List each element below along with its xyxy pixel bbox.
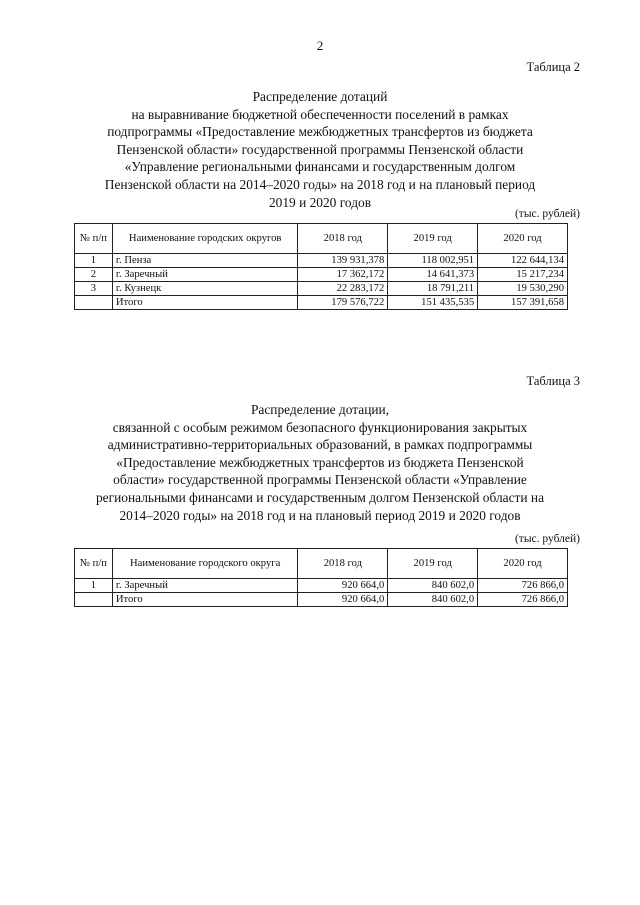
cell-num: 1: [75, 579, 113, 593]
title-line: Пензенской области» государственной программы Пензенской области: [116, 141, 524, 157]
table-3: [74, 548, 568, 607]
title-line: «Предоставление межбюджетных трансфертов из бюджета Пензенской: [116, 454, 524, 470]
cell-num: [75, 296, 113, 310]
cell-num: 1: [75, 254, 113, 268]
header-name: Наименование городского округа: [112, 549, 298, 579]
title-line: Распределение дотаций: [252, 89, 388, 104]
cell-name: г. Заречный: [112, 268, 297, 282]
table-2-label: Таблица 2: [526, 60, 580, 74]
cell-total-2019: 151 435,535: [388, 296, 478, 310]
cell-name: г. Пенза: [112, 254, 297, 268]
title-line: региональными финансами и государственным долгом Пензенской области на: [95, 489, 545, 505]
header-name: Наименование городских округов: [112, 224, 297, 254]
table-header-row: [75, 549, 568, 579]
cell-2020: 19 530,290: [478, 282, 568, 296]
title-line: 2014–2020 годы» на 2018 год и на плановый период 2019 и 2020 годов: [119, 507, 521, 523]
cell-total-label: Итого: [112, 593, 298, 607]
title-line: «Управление региональными финансами и государственным долгом: [124, 159, 516, 175]
table-3-title: [70, 401, 570, 524]
cell-2018: 920 664,0: [298, 579, 388, 593]
table-2: [74, 223, 568, 310]
cell-2019: 118 002,951: [388, 254, 478, 268]
header-2020: 2020 год: [478, 224, 568, 254]
cell-total-2018: 179 576,722: [298, 296, 388, 310]
title-line: на выравнивание бюджетной обеспеченности поселений в рамках: [131, 106, 509, 122]
table-row: [75, 268, 568, 282]
header-2019: 2019 год: [388, 224, 478, 254]
cell-num: 3: [75, 282, 113, 296]
header-2018: 2018 год: [298, 224, 388, 254]
cell-num: [75, 593, 113, 607]
cell-num: 2: [75, 268, 113, 282]
cell-2020: 122 644,134: [478, 254, 568, 268]
cell-2019: 14 641,373: [388, 268, 478, 282]
title-line: области» государственной программы Пензенской области «Управление: [113, 472, 527, 488]
title-line: административно-территориальных образований, в рамках подпрограммы: [107, 437, 533, 453]
cell-2018: 22 283,172: [298, 282, 388, 296]
cell-2018: 139 931,378: [298, 254, 388, 268]
header-2020: 2020 год: [478, 549, 568, 579]
cell-2020: 15 217,234: [478, 268, 568, 282]
table-row: [75, 254, 568, 268]
cell-total-2020: 726 866,0: [478, 593, 568, 607]
header-2018: 2018 год: [298, 549, 388, 579]
table-3-label: Таблица 3: [526, 374, 580, 388]
cell-name: г. Кузнецк: [112, 282, 297, 296]
page-number: 2: [316, 38, 324, 53]
header-num: № п/п: [75, 224, 113, 254]
title-line: Распределение дотации,: [250, 402, 390, 417]
cell-2018: 17 362,172: [298, 268, 388, 282]
cell-2020: 726 866,0: [478, 579, 568, 593]
header-num: № п/п: [75, 549, 113, 579]
title-line: подпрограммы «Предоставление межбюджетных трансфертов из бюджета: [107, 124, 533, 140]
table-2-units: (тыс. рублей): [514, 208, 580, 220]
table-row: [75, 282, 568, 296]
table-total-row: [75, 593, 568, 607]
cell-total-2019: 840 602,0: [388, 593, 478, 607]
table-header-row: [75, 224, 568, 254]
title-line: Пензенской области на 2014–2020 годы» на 2018 год и на плановый период: [104, 176, 536, 192]
cell-total-2020: 157 391,658: [478, 296, 568, 310]
title-line: 2019 и 2020 годов: [268, 194, 372, 210]
cell-2019: 840 602,0: [388, 579, 478, 593]
header-2019: 2019 год: [388, 549, 478, 579]
cell-total-2018: 920 664,0: [298, 593, 388, 607]
table-row: [75, 579, 568, 593]
cell-total-label: Итого: [112, 296, 297, 310]
title-line: связанной с особым режимом безопасного функционирования закрытых: [112, 419, 528, 435]
table-2-title: [70, 88, 570, 211]
cell-name: г. Заречный: [112, 579, 298, 593]
table-total-row: [75, 296, 568, 310]
cell-2019: 18 791,211: [388, 282, 478, 296]
table-3-units: (тыс. рублей): [514, 533, 580, 545]
